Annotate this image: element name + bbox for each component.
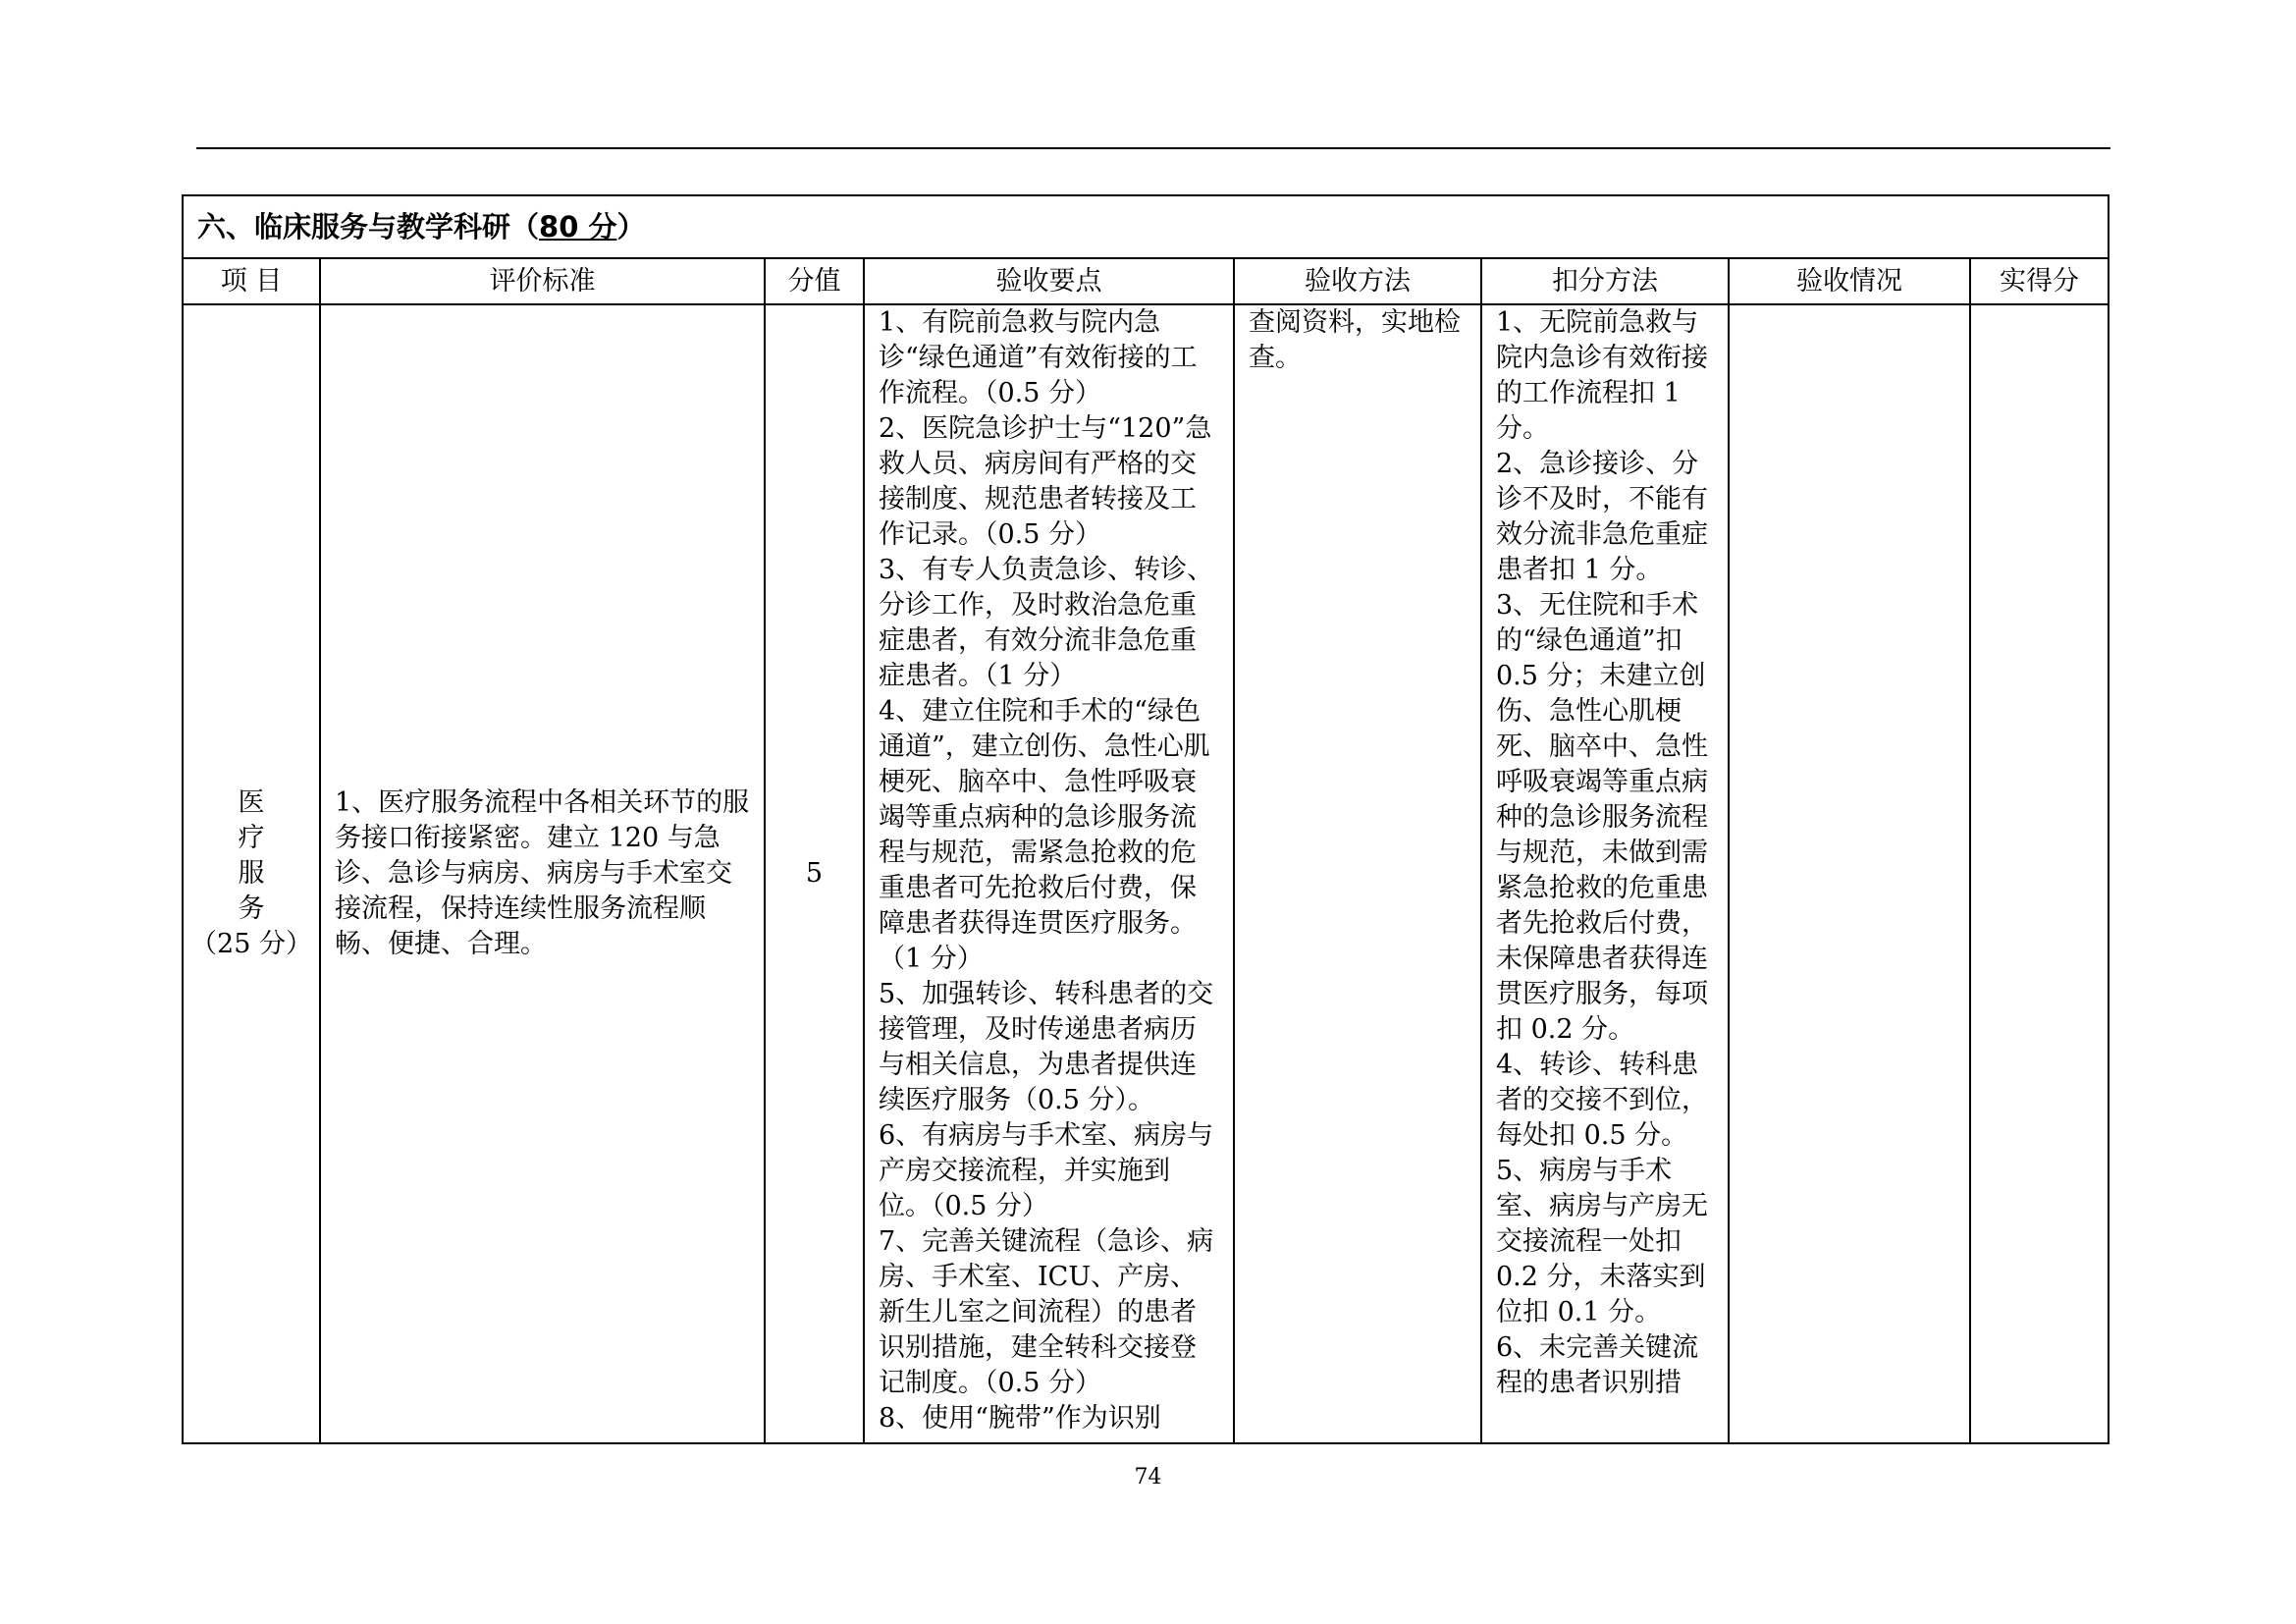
header-actual-score: 实得分 xyxy=(1970,258,2109,304)
project-char: 疗 xyxy=(238,823,265,853)
key-point-item: 5、加强转诊、转科患者的交接管理，及时传递患者病历与相关信息，为患者提供连续医疗服务（0.5 分）。 xyxy=(879,979,1214,1115)
deduction-cell xyxy=(1481,304,1729,1443)
key-point-item: 4、建立住院和手术的“绿色通道”，建立创伤、急性心肌梗死、脑卒中、急性呼吸衰竭等重点病种的急诊服务流程与规范，需紧急抢救的危重患者可先抢救后付费，保障患者获得连贯医疗服务。（1 分） xyxy=(879,696,1210,974)
section-title-end: ） xyxy=(616,210,646,244)
table-header-row xyxy=(183,258,2109,304)
criteria-cell: 1、医疗服务流程中各相关环节的服务接口衔接紧密。建立 120 与急诊、急诊与病房、病房与手术室交接流程，保持连续性服务流程顺畅、便捷、合理。 xyxy=(320,304,765,1443)
header-criteria: 评价标准 xyxy=(320,258,765,304)
header-project: 项 目 xyxy=(183,258,320,304)
header-status: 验收情况 xyxy=(1729,258,1970,304)
header-deduction: 扣分方法 xyxy=(1481,258,1729,304)
actual-score-cell xyxy=(1970,304,2109,1443)
key-points-cell xyxy=(864,304,1234,1443)
key-point-item: 8、使用“腕带”作为识别 xyxy=(879,1403,1161,1434)
key-point-item: 3、有专人负责急诊、转诊、分诊工作，及时救治急危重症患者，有效分流非急危重症患者。（1 分） xyxy=(879,555,1214,691)
section-title-text: 六、临床服务与教学科研（ xyxy=(197,210,540,244)
deduction-item: 2、急诊接诊、分诊不及时，不能有效分流非急危重症患者扣 1 分。 xyxy=(1496,449,1708,585)
project-char: 服 xyxy=(238,858,265,889)
header-method: 验收方法 xyxy=(1234,258,1481,304)
key-point-item: 7、完善关键流程（急诊、病房、手术室、ICU、产房、新生儿室之间流程）的患者识别措施，建全转科交接登记制度。（0.5 分） xyxy=(879,1226,1214,1398)
deduction-item: 4、转诊、转科患者的交接不到位，每处扣 0.5 分。 xyxy=(1496,1050,1708,1151)
page-number: 74 xyxy=(1134,1465,1162,1489)
key-point-item: 1、有院前急救与院内急诊“绿色通道”有效衔接的工作流程。（0.5 分） xyxy=(879,307,1198,408)
evaluation-table xyxy=(182,194,2109,1444)
project-points: （25 分） xyxy=(190,929,312,959)
section-points: 80 分 xyxy=(539,210,617,244)
section-title xyxy=(183,195,2109,258)
status-cell xyxy=(1729,304,1970,1443)
deduction-item: 6、未完善关键流程的患者识别措 xyxy=(1496,1332,1699,1398)
deduction-item: 5、病房与手术室、病房与产房无交接流程一处扣 0.2 分，未落实到位扣 0.1 分。 xyxy=(1496,1156,1708,1327)
deduction-item: 1、无院前急救与院内急诊有效衔接的工作流程扣 1 分。 xyxy=(1496,307,1708,444)
project-char: 医 xyxy=(238,787,265,818)
key-point-item: 2、医院急诊护士与“120”急救人员、病房间有严格的交接制度、规范患者转接及工作记录。（0.5 分） xyxy=(879,413,1212,550)
header-rule xyxy=(196,147,2110,149)
method-cell: 查阅资料，实地检查。 xyxy=(1234,304,1481,1443)
project-cell xyxy=(183,304,320,1443)
score-cell: 5 xyxy=(765,304,864,1443)
key-point-item: 6、有病房与手术室、病房与产房交接流程，并实施到位。（0.5 分） xyxy=(879,1120,1214,1221)
project-char: 务 xyxy=(238,893,265,924)
table-row xyxy=(183,304,2109,1443)
header-key-points: 验收要点 xyxy=(864,258,1234,304)
deduction-item: 3、无住院和手术的“绿色通道”扣 0.5 分；未建立创伤、急性心肌梗死、脑卒中、急性呼吸衰竭等重点病种的急诊服务流程与规范，未做到需紧急抢救的危重患者先抢救后付费，未保障患者获得连贯医疗服务，每项扣 0.2 分。 xyxy=(1496,590,1708,1045)
header-score: 分值 xyxy=(765,258,864,304)
